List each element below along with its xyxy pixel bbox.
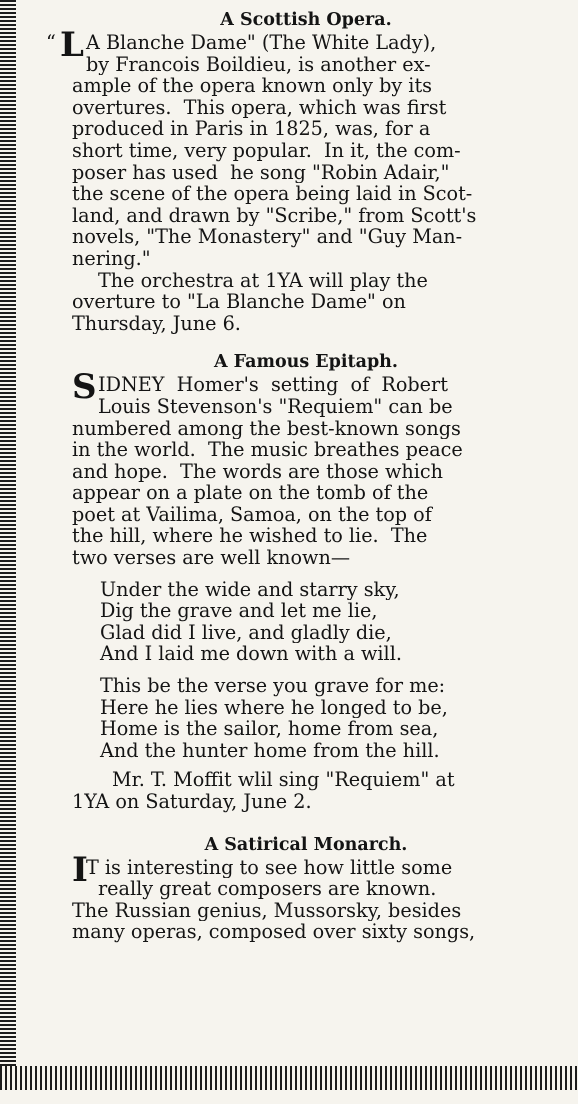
section-famous-epitaph [72, 350, 540, 812]
text-line: T is interesting to see how little some [86, 856, 453, 879]
verse-line: This be the verse you grave for me: [100, 675, 446, 697]
verse-stanza [72, 579, 540, 665]
text-line: The Russian genius, Mussorsky, besides [72, 899, 462, 922]
verse-line: And I laid me down with a will. [100, 643, 402, 666]
text-line: many operas, composed over sixty songs, [72, 921, 476, 943]
section-heading: A Scottish Opera. [220, 10, 392, 30]
text-line: nering." [72, 247, 151, 270]
text-line: ample of the opera known only by its [72, 75, 432, 97]
section-heading: A Satirical Monarch. [204, 834, 408, 855]
text-line: land, and drawn by "Scribe," from Scott's [72, 204, 477, 227]
verse-line: Here he lies where he longed to be, [100, 696, 448, 719]
verse-line: Home is the sailor, home from sea, [100, 718, 439, 740]
text-line: produced in Paris in 1825, was, for a [72, 118, 431, 140]
text-line: appear on a plate on the tomb of the [72, 482, 429, 504]
text-line: poser has used he song "Robin Adair," [72, 161, 450, 184]
verse-stanza [72, 675, 540, 761]
text-line: by Francois Boildieu, is another ex- [86, 53, 431, 76]
section-heading: A Famous Epitaph. [213, 352, 399, 373]
text-line: numbered among the best-known songs [72, 417, 461, 440]
text-line: Louis Stevenson's "Requiem" can be [98, 395, 453, 418]
text-line: overture to "La Blanche Dame" on [72, 291, 406, 313]
text-line: poet at Vailima, Samoa, on the top of [72, 503, 432, 526]
section-satirical-monarch [72, 833, 540, 943]
text-line: really great composers are known. [98, 878, 437, 900]
verse-line: Glad did I live, and gladly die, [100, 621, 392, 644]
left-border-rule [0, 0, 16, 1075]
text-line: Mr. T. Moffit wlil sing "Requiem" at [112, 769, 455, 791]
drop-cap: S [72, 367, 97, 408]
text-line: in the world. The music breathes peace [72, 439, 463, 461]
verse-line: Dig the grave and let me lie, [100, 600, 378, 622]
text-line: two verses are well known— [72, 547, 351, 569]
text-line: the scene of the opera being laid in Scot- [72, 183, 473, 205]
drop-cap: L [60, 25, 84, 65]
verse-line: And the hunter home from the hill. [100, 739, 440, 762]
text-line: IDNEY Homer's setting of Robert [98, 374, 448, 396]
text-line: Thursday, June 6. [72, 312, 241, 335]
text-line: The orchestra at 1YA will play the [98, 269, 428, 292]
closing-note [72, 769, 540, 812]
drop-cap: I [72, 849, 88, 890]
verse-line: Under the wide and starry sky, [100, 578, 400, 601]
opening-quote-mark: “ [46, 32, 56, 54]
bottom-border-rule [0, 1066, 578, 1090]
text-line: and hope. The words are those which [72, 460, 444, 483]
text-line: short time, very popular. In it, the com- [72, 139, 461, 162]
text-line: 1YA on Saturday, June 2. [72, 791, 312, 813]
text-line: the hill, where he wished to lie. The [72, 525, 428, 548]
article-column [46, 8, 540, 943]
section-scottish-opera [46, 8, 540, 335]
text-line: overtures. This opera, which was first [72, 96, 447, 119]
text-line: A Blanche Dame" (The White Lady), [86, 32, 437, 54]
text-line: novels, "The Monastery" and "Guy Man- [72, 226, 463, 248]
